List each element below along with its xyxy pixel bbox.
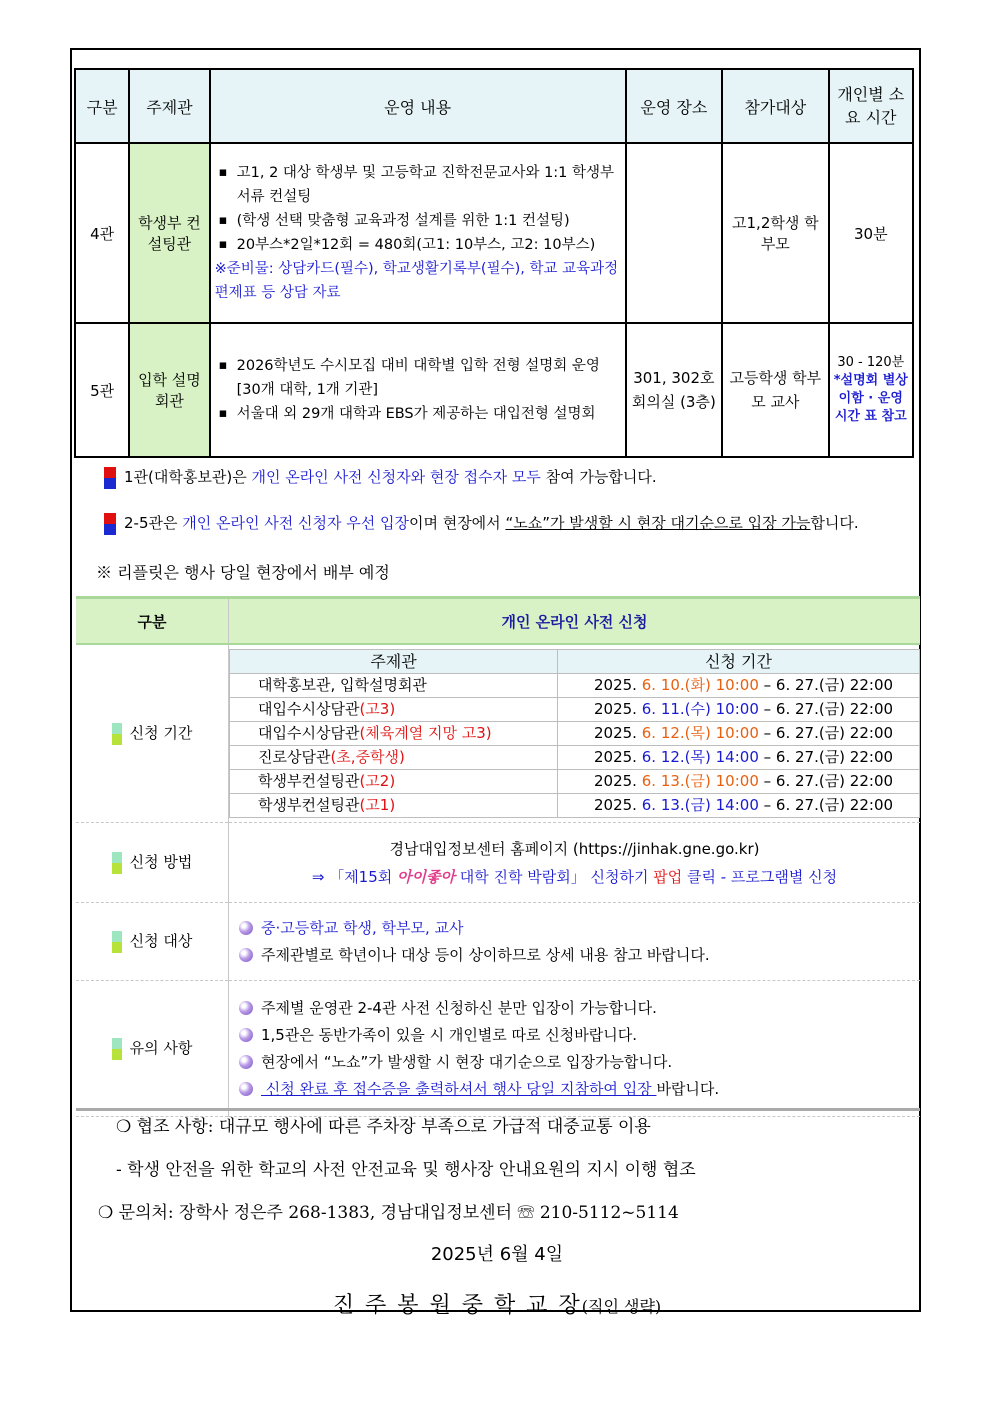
period-hall-note: (고1) [359, 796, 396, 814]
note-3: ※ 리플릿은 행사 당일 현장에서 배부 예정 [96, 563, 390, 582]
header-content: 운영 내용 [210, 69, 626, 143]
period-end: – 6. 27.(금) 22:00 [763, 796, 894, 814]
period-year: 2025. [594, 772, 637, 790]
target-label-cell [76, 903, 229, 981]
row4-content [210, 143, 626, 323]
row4-theme: 학생부 컨설팅관 [129, 143, 209, 323]
bullet-orb-icon [239, 1055, 253, 1069]
period-header-hall: 주제관 [230, 650, 558, 674]
period-hall-note: (체육계열 지망 고3) [359, 724, 492, 742]
period-start: 6. 13.(금) 10:00 [641, 772, 759, 790]
app-row-period [76, 644, 920, 823]
period-hall: 대입수시상담관 [258, 724, 360, 742]
coop-note: ❍ 협조 사항: 대규모 행사에 따른 주차장 부족으로 가급적 대중교통 이용 [116, 1117, 651, 1137]
period-hall-note: (고3) [359, 700, 396, 718]
period-marker-icon [112, 723, 122, 745]
period-hall: 대입수시상담관 [258, 700, 360, 718]
operation-table-header [75, 69, 913, 143]
row5-item-1: ▪ 2026학년도 수시모집 대비 대학별 입학 전형 설명회 운영 [30개 대학, 1개 기관] [215, 354, 621, 402]
table-row-4 [75, 143, 913, 323]
period-label: 신청 기간 [129, 724, 193, 743]
target-item-text: 주제관별로 학년이나 대상 등이 상이하므로 상세 내용 참고 바랍니다. [261, 945, 710, 964]
header-time: 개인별 소요 시간 [829, 69, 913, 143]
caution-label-cell [76, 981, 229, 1117]
method-marker-icon [112, 852, 122, 874]
period-start: 6. 11.(수) 10:00 [641, 700, 759, 718]
seal-note: (직인 생략) [581, 1297, 662, 1316]
period-hall: 학생부컨설팅관 [258, 796, 360, 814]
period-row [230, 794, 920, 818]
target-label: 신청 대상 [129, 932, 193, 951]
method-line-2a: ⇒ 「제15회 [311, 867, 398, 886]
note-2-c: 이며 현장에서 [408, 514, 506, 532]
period-start: 6. 13.(금) 14:00 [641, 796, 759, 814]
operation-table [74, 68, 914, 458]
caution-marker-icon [112, 1038, 122, 1060]
bullet-orb-icon [239, 921, 253, 935]
header-theme: 주제관 [129, 69, 209, 143]
header-target: 참가대상 [722, 69, 829, 143]
method-line-1: 경남대입정보센터 홈페이지 (https://jinhak.gne.go.kr) [389, 839, 760, 858]
target-item [239, 915, 919, 942]
row4-prep: ※준비물: 상담카드(필수), 학교생활기록부(필수), 학교 교육과정 편제표 등 상담 자료 [214, 261, 619, 301]
row5-time: 30 - 120분 [837, 355, 905, 370]
period-end: – 6. 27.(금) 22:00 [763, 724, 894, 742]
period-start: 6. 12.(목) 14:00 [641, 748, 759, 766]
caution-item-text: 1,5관은 동반가족이 있을 시 개인별로 따로 신청바랍니다. [261, 1025, 638, 1044]
caution-item-text: 주제별 운영관 2-4관 사전 신청하신 분만 입장이 가능합니다. [261, 998, 657, 1017]
period-cell [229, 644, 921, 823]
period-label-cell [76, 644, 229, 823]
row5-id: 5관 [75, 323, 129, 457]
note-1-c: 참여 가능합니다. [540, 468, 657, 486]
bullet-orb-icon [239, 948, 253, 962]
note-marker-icon [104, 467, 116, 489]
bullet-orb-icon [239, 1082, 253, 1096]
period-hall: 대학홍보관, 입학설명회관 [258, 676, 427, 694]
note-marker-icon [104, 513, 116, 535]
application-table [76, 596, 920, 1117]
principal-signature [74, 1288, 920, 1319]
caution-item-text: 현장에서 “노쇼”가 발생할 시 현장 대기순으로 입장가능합니다. [261, 1052, 673, 1071]
target-marker-icon [112, 931, 122, 953]
method-label-cell [76, 823, 229, 903]
period-header [230, 650, 920, 674]
method-label: 신청 방법 [129, 853, 193, 872]
note-2-a: 2-5관은 [124, 514, 183, 532]
app-row-caution [76, 981, 920, 1117]
popup-link[interactable]: 팝업 [653, 867, 683, 886]
row5-item-2: ▪ 서울대 외 29개 대학과 EBS가 제공하는 대입전형 설명회 [215, 402, 621, 426]
app-row-method [76, 823, 920, 903]
note-1-b: 개인 온라인 사전 신청자와 현장 접수자 모두 [251, 468, 541, 486]
caution-item [239, 1076, 919, 1103]
coop-note-2: - 학생 안전을 위한 학교의 사전 안전교육 및 행사장 안내요원의 지시 이행 협조 [116, 1160, 696, 1180]
row5-theme: 입학 설명회관 [129, 323, 209, 457]
app-header-label: 구분 [76, 598, 229, 645]
period-year: 2025. [594, 676, 637, 694]
row5-target: 고등학생 학부모 교사 [722, 323, 829, 457]
app-header-title: 개인 온라인 사전 신청 [229, 598, 921, 645]
period-year: 2025. [594, 700, 637, 718]
application-table-header [76, 598, 920, 645]
table-row-5 [75, 323, 913, 457]
note-2 [104, 512, 859, 535]
principal-name: 진 주 봉 원 중 학 교 장 [332, 1293, 582, 1318]
footer-separator [76, 1108, 920, 1111]
row4-time: 30분 [829, 143, 913, 323]
row4-item-2-text: (학생 선택 맞춤형 교육과정 설계를 위한 1:1 컨설팅) [236, 213, 570, 229]
caution-item [239, 995, 919, 1022]
period-row [230, 698, 920, 722]
period-year: 2025. [594, 796, 637, 814]
bullet-orb-icon [239, 1028, 253, 1042]
row4-id: 4관 [75, 143, 129, 323]
period-hall: 학생부컨설팅관 [258, 772, 360, 790]
header-category: 구분 [75, 69, 129, 143]
period-row [230, 722, 920, 746]
caution-item [239, 1049, 919, 1076]
period-hall-note: (고2) [359, 772, 396, 790]
method-line-2b: 대학 진학 박람회」 신청하기 [455, 867, 654, 886]
caution-label: 유의 사항 [129, 1039, 193, 1058]
period-end: – 6. 27.(금) 22:00 [763, 700, 894, 718]
bullet-orb-icon [239, 1001, 253, 1015]
period-row [230, 746, 920, 770]
period-end: – 6. 27.(금) 22:00 [763, 676, 894, 694]
period-year: 2025. [594, 748, 637, 766]
row5-time-cell [829, 323, 913, 457]
period-hall-note: (초,중학생) [330, 748, 405, 766]
row4-item-1: ▪ 고1, 2 대상 학생부 및 고등학교 진학전문교사와 1:1 학생부 서류 컨설팅 [215, 161, 621, 209]
caution-last-a: 신청 완료 후 접수증을 출력하셔서 행사 당일 지참하여 입장 [261, 1079, 657, 1098]
event-logo: 아이좋아 [397, 867, 455, 886]
app-row-target [76, 903, 920, 981]
header-place: 운영 장소 [626, 69, 722, 143]
row4-target: 고1,2학생 학부모 [722, 143, 829, 323]
document-date: 2025년 6월 4일 [430, 1244, 564, 1265]
period-table [229, 649, 920, 818]
caution-cell [229, 981, 921, 1117]
period-start: 6. 12.(목) 10:00 [641, 724, 759, 742]
note-2-e: 합니다. [810, 514, 859, 532]
period-row [230, 770, 920, 794]
period-header-dates: 신청 기간 [558, 650, 920, 674]
caution-last-b: 바랍니다. [656, 1079, 720, 1098]
method-line-2c: 클릭 - 프로그램별 신청 [682, 867, 838, 886]
period-start: 6. 10.(화) 10:00 [641, 676, 759, 694]
contact-info: ❍ 문의처: 장학사 정은주 268-1383, 경남대입정보센터 ☏ 210-5112~5114 [98, 1203, 679, 1223]
target-item-text: 중·고등학교 학생, 학부모, 교사 [261, 918, 464, 937]
row5-time-note: *설명회 별상이함 · 운영시간 표 참고 [833, 373, 908, 424]
note-2-d: “노쇼”가 발생할 시 현장 대기순으로 입장 가능 [505, 514, 811, 532]
method-cell [229, 823, 921, 903]
note-2-b: 개인 온라인 사전 신청자 우선 입장 [182, 514, 409, 532]
row5-content [210, 323, 626, 457]
row4-item-2 [215, 209, 621, 233]
row4-item-3: ▪ 20부스*2일*12회 = 480회(고1: 10부스, 고2: 10부스) [215, 233, 621, 257]
period-end: – 6. 27.(금) 22:00 [763, 748, 894, 766]
period-hall: 진로상담관 [258, 748, 331, 766]
period-row [230, 674, 920, 698]
period-year: 2025. [594, 724, 637, 742]
row4-place [626, 143, 722, 323]
target-item [239, 942, 919, 969]
row5-place: 301, 302호 회의실 (3층) [626, 323, 722, 457]
note-1 [104, 466, 657, 489]
caution-item [239, 1022, 919, 1049]
note-1-a: 1관(대학홍보관)은 [124, 468, 252, 486]
target-cell [229, 903, 921, 981]
method-line-2 [230, 863, 919, 891]
period-end: – 6. 27.(금) 22:00 [763, 772, 894, 790]
